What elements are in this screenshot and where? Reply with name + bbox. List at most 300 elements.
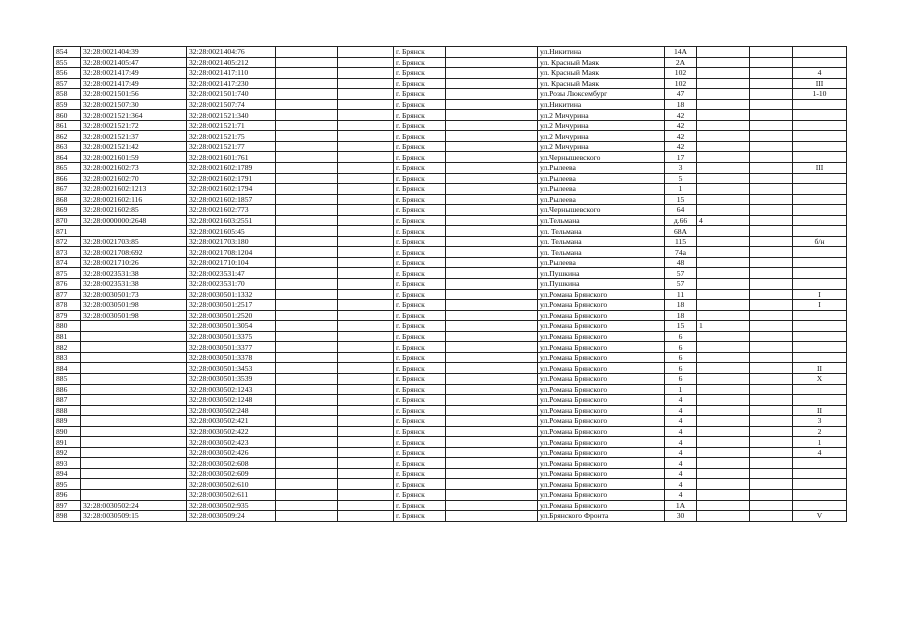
cell-apartment — [793, 57, 847, 68]
cell-cadastral-number-parcel: 32:28:0021602:85 — [81, 205, 187, 216]
cell-house-number: 4 — [665, 395, 697, 406]
cell-empty-col-5 — [338, 152, 394, 163]
cell-row-number: 869 — [54, 205, 81, 216]
table-row — [54, 47, 847, 58]
cell-row-number: 873 — [54, 247, 81, 258]
cell-empty-col-7 — [446, 426, 538, 437]
table-row — [54, 289, 847, 300]
cell-row-number: 894 — [54, 468, 81, 479]
table-row — [54, 437, 847, 448]
cell-building — [697, 489, 750, 500]
cell-city: г. Брянск — [394, 479, 446, 490]
cell-cadastral-number-parcel — [81, 416, 187, 427]
cell-empty-col-11 — [750, 468, 793, 479]
cell-street: ул.Чернышевского — [538, 152, 665, 163]
cell-street: ул.Розы Люксембург — [538, 89, 665, 100]
cell-row-number: 855 — [54, 57, 81, 68]
cell-empty-col-11 — [750, 405, 793, 416]
cell-building — [697, 479, 750, 490]
cell-building — [697, 78, 750, 89]
cell-cadastral-number-parcel: 32:28:0021601:59 — [81, 152, 187, 163]
cell-apartment — [793, 99, 847, 110]
cell-cadastral-number-object: 32:28:0021602:1789 — [187, 163, 276, 174]
cell-street: ул.Романа Брянского — [538, 437, 665, 448]
cell-empty-col-11 — [750, 89, 793, 100]
cell-row-number: 861 — [54, 120, 81, 131]
cell-empty-col-4 — [276, 78, 338, 89]
cell-empty-col-11 — [750, 300, 793, 311]
cell-apartment: б/н — [793, 236, 847, 247]
cell-apartment — [793, 247, 847, 258]
cell-row-number: 872 — [54, 236, 81, 247]
cell-empty-col-5 — [338, 511, 394, 522]
table-row — [54, 426, 847, 437]
cell-empty-col-4 — [276, 352, 338, 363]
cell-row-number: 876 — [54, 279, 81, 290]
cell-empty-col-11 — [750, 99, 793, 110]
cell-row-number: 860 — [54, 110, 81, 121]
cell-row-number: 880 — [54, 321, 81, 332]
cell-empty-col-4 — [276, 205, 338, 216]
cell-cadastral-number-object: 32:28:0030501:3054 — [187, 321, 276, 332]
cell-empty-col-4 — [276, 500, 338, 511]
cell-cadastral-number-parcel — [81, 342, 187, 353]
cell-empty-col-5 — [338, 68, 394, 79]
cell-street: ул. Тельмана — [538, 226, 665, 237]
cell-row-number: 864 — [54, 152, 81, 163]
table-row — [54, 395, 847, 406]
table-row — [54, 352, 847, 363]
cell-empty-col-7 — [446, 215, 538, 226]
cell-empty-col-7 — [446, 89, 538, 100]
cell-building — [697, 131, 750, 142]
table-row — [54, 342, 847, 353]
cell-empty-col-5 — [338, 173, 394, 184]
table-row — [54, 310, 847, 321]
cell-cadastral-number-object: 32:28:0030501:1332 — [187, 289, 276, 300]
cell-apartment: 4 — [793, 447, 847, 458]
cell-cadastral-number-object: 32:28:0030502:1243 — [187, 384, 276, 395]
cell-city: г. Брянск — [394, 458, 446, 469]
cell-empty-col-5 — [338, 78, 394, 89]
cell-empty-col-7 — [446, 247, 538, 258]
cell-cadastral-number-object: 32:28:0030501:2520 — [187, 310, 276, 321]
cell-empty-col-7 — [446, 447, 538, 458]
cell-city: г. Брянск — [394, 236, 446, 247]
cell-cadastral-number-parcel: 32:28:0000000:2648 — [81, 215, 187, 226]
cell-empty-col-5 — [338, 236, 394, 247]
cell-empty-col-4 — [276, 395, 338, 406]
cell-house-number: 48 — [665, 257, 697, 268]
cell-city: г. Брянск — [394, 57, 446, 68]
cell-apartment: II — [793, 363, 847, 374]
cell-cadastral-number-parcel: 32:28:0021710:26 — [81, 257, 187, 268]
cell-street: ул. Тельмана — [538, 236, 665, 247]
cell-cadastral-number-object: 32:28:0021404:76 — [187, 47, 276, 58]
cell-apartment: V — [793, 511, 847, 522]
cell-empty-col-7 — [446, 395, 538, 406]
cell-cadastral-number-object: 32:28:0021605:45 — [187, 226, 276, 237]
cell-empty-col-11 — [750, 342, 793, 353]
cell-empty-col-4 — [276, 511, 338, 522]
cell-cadastral-number-object: 32:28:0030501:3539 — [187, 373, 276, 384]
cell-empty-col-4 — [276, 289, 338, 300]
cell-apartment — [793, 205, 847, 216]
cell-empty-col-5 — [338, 342, 394, 353]
cell-empty-col-4 — [276, 279, 338, 290]
cell-city: г. Брянск — [394, 447, 446, 458]
cell-empty-col-5 — [338, 268, 394, 279]
cell-cadastral-number-parcel: 32:28:0023531:38 — [81, 279, 187, 290]
cell-empty-col-11 — [750, 363, 793, 374]
cell-empty-col-7 — [446, 268, 538, 279]
cell-cadastral-number-parcel: 32:28:0021602:116 — [81, 194, 187, 205]
cell-empty-col-11 — [750, 437, 793, 448]
cell-apartment — [793, 215, 847, 226]
table-row — [54, 215, 847, 226]
cell-empty-col-5 — [338, 489, 394, 500]
cell-house-number: 47 — [665, 89, 697, 100]
cell-city: г. Брянск — [394, 226, 446, 237]
cell-building — [697, 437, 750, 448]
cell-city: г. Брянск — [394, 205, 446, 216]
cell-cadastral-number-parcel: 32:28:0021521:364 — [81, 110, 187, 121]
table-row — [54, 120, 847, 131]
cell-apartment — [793, 120, 847, 131]
cell-apartment — [793, 331, 847, 342]
cell-city: г. Брянск — [394, 163, 446, 174]
cell-city: г. Брянск — [394, 300, 446, 311]
cell-cadastral-number-parcel: 32:28:0021602:70 — [81, 173, 187, 184]
cell-house-number: 4 — [665, 416, 697, 427]
cell-building — [697, 173, 750, 184]
cell-empty-col-4 — [276, 99, 338, 110]
cell-row-number: 898 — [54, 511, 81, 522]
cell-empty-col-4 — [276, 321, 338, 332]
cell-house-number: 3 — [665, 163, 697, 174]
cell-cadastral-number-parcel: 32:28:0021405:47 — [81, 57, 187, 68]
cell-city: г. Брянск — [394, 416, 446, 427]
table-row — [54, 173, 847, 184]
cell-empty-col-4 — [276, 47, 338, 58]
cell-row-number: 896 — [54, 489, 81, 500]
cell-building — [697, 511, 750, 522]
cell-empty-col-7 — [446, 152, 538, 163]
cell-row-number: 870 — [54, 215, 81, 226]
cell-cadastral-number-object: 32:28:0030501:3377 — [187, 342, 276, 353]
registry-table — [53, 46, 847, 522]
cell-house-number: 102 — [665, 68, 697, 79]
cell-cadastral-number-object: 32:28:0030502:1248 — [187, 395, 276, 406]
cell-house-number: 17 — [665, 152, 697, 163]
cell-cadastral-number-object: 32:28:0021603:2551 — [187, 215, 276, 226]
table-row — [54, 416, 847, 427]
cell-cadastral-number-object: 32:28:0021507:74 — [187, 99, 276, 110]
table-row — [54, 57, 847, 68]
cell-empty-col-11 — [750, 120, 793, 131]
cell-empty-col-11 — [750, 205, 793, 216]
cell-empty-col-4 — [276, 405, 338, 416]
cell-city: г. Брянск — [394, 437, 446, 448]
cell-row-number: 888 — [54, 405, 81, 416]
cell-city: г. Брянск — [394, 173, 446, 184]
cell-city: г. Брянск — [394, 257, 446, 268]
cell-building — [697, 152, 750, 163]
cell-row-number: 889 — [54, 416, 81, 427]
cell-empty-col-4 — [276, 152, 338, 163]
cell-empty-col-4 — [276, 141, 338, 152]
cell-empty-col-11 — [750, 426, 793, 437]
cell-street: ул.Романа Брянского — [538, 416, 665, 427]
cell-apartment: III — [793, 78, 847, 89]
cell-apartment — [793, 500, 847, 511]
cell-city: г. Брянск — [394, 352, 446, 363]
cell-city: г. Брянск — [394, 321, 446, 332]
cell-empty-col-7 — [446, 468, 538, 479]
cell-street: ул.Романа Брянского — [538, 352, 665, 363]
table-row — [54, 236, 847, 247]
cell-building — [697, 468, 750, 479]
cell-street: ул.Никитина — [538, 47, 665, 58]
cell-building — [697, 99, 750, 110]
cell-house-number: 42 — [665, 120, 697, 131]
table-body — [54, 47, 847, 522]
cell-row-number: 893 — [54, 458, 81, 469]
cell-street: ул.Романа Брянского — [538, 458, 665, 469]
cell-cadastral-number-parcel: 32:28:0021602:73 — [81, 163, 187, 174]
cell-empty-col-5 — [338, 141, 394, 152]
cell-cadastral-number-parcel: 32:28:0021602:1213 — [81, 184, 187, 195]
cell-cadastral-number-parcel: 32:28:0030501:73 — [81, 289, 187, 300]
cell-empty-col-4 — [276, 268, 338, 279]
cell-empty-col-5 — [338, 247, 394, 258]
cell-building — [697, 89, 750, 100]
cell-empty-col-4 — [276, 468, 338, 479]
table-row — [54, 247, 847, 258]
cell-apartment — [793, 110, 847, 121]
cell-city: г. Брянск — [394, 47, 446, 58]
cell-house-number: 15 — [665, 321, 697, 332]
cell-house-number: 1А — [665, 500, 697, 511]
cell-empty-col-7 — [446, 289, 538, 300]
cell-building — [697, 395, 750, 406]
cell-apartment — [793, 479, 847, 490]
cell-house-number: 18 — [665, 310, 697, 321]
cell-street: ул.Романа Брянского — [538, 468, 665, 479]
cell-empty-col-4 — [276, 416, 338, 427]
cell-city: г. Брянск — [394, 511, 446, 522]
cell-empty-col-11 — [750, 141, 793, 152]
cell-empty-col-4 — [276, 363, 338, 374]
cell-house-number: 6 — [665, 331, 697, 342]
cell-empty-col-4 — [276, 437, 338, 448]
cell-row-number: 871 — [54, 226, 81, 237]
cell-cadastral-number-object: 32:28:0030502:609 — [187, 468, 276, 479]
table-row — [54, 384, 847, 395]
cell-building — [697, 405, 750, 416]
cell-empty-col-7 — [446, 384, 538, 395]
cell-empty-col-5 — [338, 321, 394, 332]
table-row — [54, 447, 847, 458]
cell-city: г. Брянск — [394, 363, 446, 374]
cell-empty-col-7 — [446, 57, 538, 68]
cell-empty-col-11 — [750, 152, 793, 163]
cell-city: г. Брянск — [394, 310, 446, 321]
cell-empty-col-7 — [446, 141, 538, 152]
cell-empty-col-7 — [446, 110, 538, 121]
cell-street: ул.Романа Брянского — [538, 331, 665, 342]
cell-empty-col-11 — [750, 331, 793, 342]
cell-cadastral-number-parcel — [81, 437, 187, 448]
cell-empty-col-4 — [276, 384, 338, 395]
cell-house-number: 64 — [665, 205, 697, 216]
cell-empty-col-11 — [750, 511, 793, 522]
cell-empty-col-11 — [750, 458, 793, 469]
cell-empty-col-11 — [750, 352, 793, 363]
cell-city: г. Брянск — [394, 468, 446, 479]
cell-city: г. Брянск — [394, 268, 446, 279]
cell-street: ул.Романа Брянского — [538, 373, 665, 384]
cell-apartment — [793, 152, 847, 163]
cell-empty-col-4 — [276, 163, 338, 174]
cell-city: г. Брянск — [394, 89, 446, 100]
cell-empty-col-11 — [750, 279, 793, 290]
cell-apartment: 3 — [793, 416, 847, 427]
cell-cadastral-number-parcel: 32:28:0021404:39 — [81, 47, 187, 58]
cell-empty-col-11 — [750, 68, 793, 79]
cell-empty-col-7 — [446, 416, 538, 427]
cell-house-number: 68А — [665, 226, 697, 237]
cell-city: г. Брянск — [394, 247, 446, 258]
cell-street: ул. Красный Маяк — [538, 78, 665, 89]
cell-street: ул.Романа Брянского — [538, 289, 665, 300]
cell-empty-col-7 — [446, 184, 538, 195]
cell-building — [697, 373, 750, 384]
cell-street: ул.Романа Брянского — [538, 479, 665, 490]
cell-cadastral-number-parcel — [81, 405, 187, 416]
cell-street: ул.2 Мичурина — [538, 141, 665, 152]
cell-building — [697, 426, 750, 437]
cell-street: ул.Пушкина — [538, 268, 665, 279]
cell-empty-col-7 — [446, 500, 538, 511]
cell-city: г. Брянск — [394, 215, 446, 226]
cell-cadastral-number-parcel — [81, 395, 187, 406]
cell-house-number: 14А — [665, 47, 697, 58]
cell-city: г. Брянск — [394, 184, 446, 195]
cell-cadastral-number-parcel: 32:28:0021417:49 — [81, 78, 187, 89]
cell-house-number: 2А — [665, 57, 697, 68]
cell-row-number: 895 — [54, 479, 81, 490]
cell-house-number: 1 — [665, 184, 697, 195]
cell-empty-col-5 — [338, 373, 394, 384]
cell-empty-col-4 — [276, 310, 338, 321]
cell-building — [697, 300, 750, 311]
cell-empty-col-7 — [446, 226, 538, 237]
cell-row-number: 884 — [54, 363, 81, 374]
cell-city: г. Брянск — [394, 342, 446, 353]
cell-cadastral-number-parcel: 32:28:0021521:37 — [81, 131, 187, 142]
cell-building — [697, 120, 750, 131]
cell-street: ул. Тельмана — [538, 247, 665, 258]
cell-cadastral-number-object: 32:28:0030502:426 — [187, 447, 276, 458]
table-row — [54, 363, 847, 374]
cell-building — [697, 331, 750, 342]
cell-empty-col-7 — [446, 173, 538, 184]
cell-apartment — [793, 468, 847, 479]
cell-building — [697, 205, 750, 216]
cell-cadastral-number-parcel: 32:28:0030501:98 — [81, 300, 187, 311]
cell-empty-col-11 — [750, 247, 793, 258]
cell-city: г. Брянск — [394, 152, 446, 163]
cell-row-number: 863 — [54, 141, 81, 152]
cell-apartment: II — [793, 405, 847, 416]
cell-empty-col-7 — [446, 458, 538, 469]
cell-empty-col-11 — [750, 321, 793, 332]
cell-empty-col-7 — [446, 236, 538, 247]
cell-empty-col-5 — [338, 437, 394, 448]
table-row — [54, 500, 847, 511]
cell-empty-col-5 — [338, 384, 394, 395]
cell-empty-col-11 — [750, 310, 793, 321]
cell-street: ул.Романа Брянского — [538, 310, 665, 321]
cell-city: г. Брянск — [394, 68, 446, 79]
cell-row-number: 881 — [54, 331, 81, 342]
cell-empty-col-5 — [338, 416, 394, 427]
cell-empty-col-5 — [338, 99, 394, 110]
cell-cadastral-number-parcel — [81, 479, 187, 490]
cell-empty-col-5 — [338, 352, 394, 363]
cell-empty-col-11 — [750, 226, 793, 237]
cell-row-number: 857 — [54, 78, 81, 89]
cell-city: г. Брянск — [394, 331, 446, 342]
cell-house-number: 4 — [665, 458, 697, 469]
cell-street: ул.2 Мичурина — [538, 131, 665, 142]
cell-apartment: I — [793, 289, 847, 300]
cell-apartment — [793, 131, 847, 142]
cell-building — [697, 363, 750, 374]
cell-apartment: X — [793, 373, 847, 384]
cell-house-number: 4 — [665, 437, 697, 448]
cell-empty-col-4 — [276, 479, 338, 490]
cell-street: ул.Романа Брянского — [538, 342, 665, 353]
cell-apartment — [793, 489, 847, 500]
cell-empty-col-5 — [338, 479, 394, 490]
cell-cadastral-number-object: 32:28:0030501:3378 — [187, 352, 276, 363]
cell-house-number: 4 — [665, 479, 697, 490]
cell-empty-col-7 — [446, 342, 538, 353]
cell-street: ул.Никитина — [538, 99, 665, 110]
cell-empty-col-11 — [750, 47, 793, 58]
cell-cadastral-number-object: 32:28:0023531:70 — [187, 279, 276, 290]
cell-building — [697, 226, 750, 237]
cell-house-number: 6 — [665, 342, 697, 353]
cell-row-number: 856 — [54, 68, 81, 79]
cell-house-number: 5 — [665, 173, 697, 184]
cell-house-number: 102 — [665, 78, 697, 89]
cell-house-number: 18 — [665, 99, 697, 110]
table-row — [54, 89, 847, 100]
cell-empty-col-4 — [276, 373, 338, 384]
cell-street: ул.Романа Брянского — [538, 384, 665, 395]
cell-empty-col-7 — [446, 300, 538, 311]
cell-empty-col-5 — [338, 289, 394, 300]
cell-apartment — [793, 384, 847, 395]
cell-cadastral-number-parcel: 32:28:0023531:38 — [81, 268, 187, 279]
cell-empty-col-5 — [338, 163, 394, 174]
cell-apartment — [793, 173, 847, 184]
cell-empty-col-11 — [750, 236, 793, 247]
cell-cadastral-number-object: 32:28:0021703:180 — [187, 236, 276, 247]
